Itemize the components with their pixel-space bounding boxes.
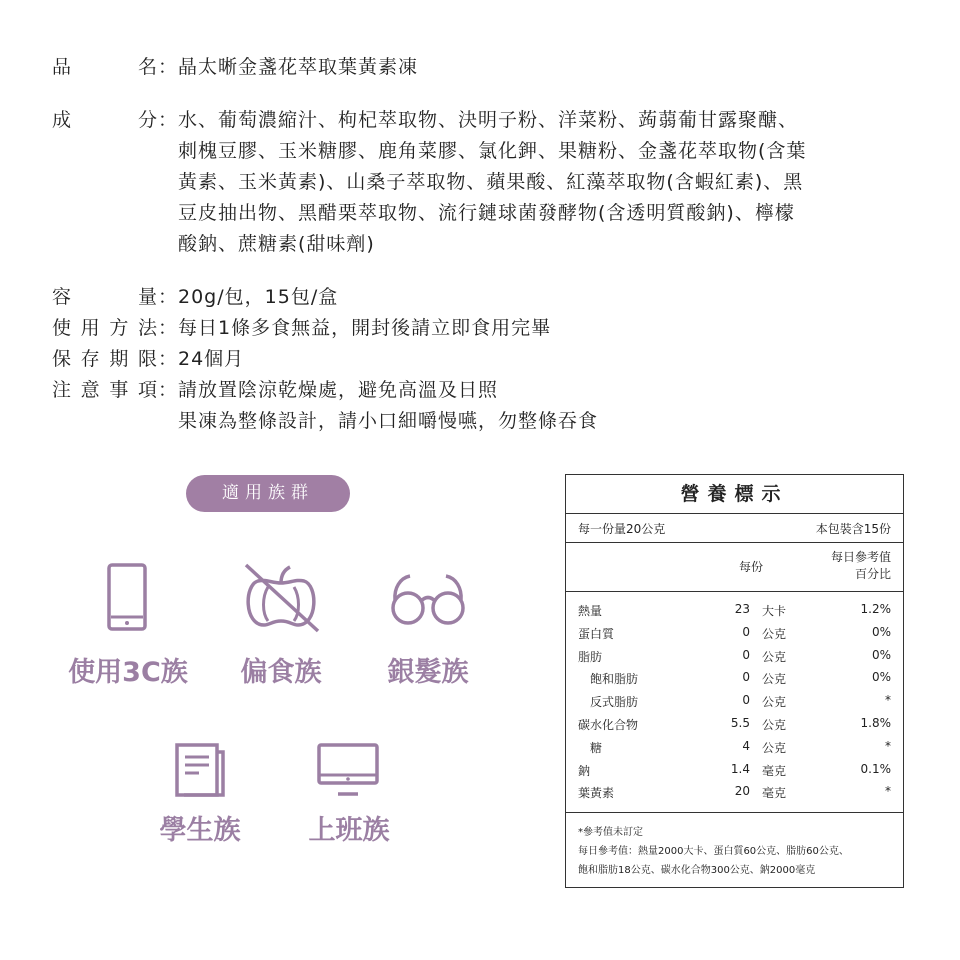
nutrient-unit: 公克 bbox=[762, 626, 787, 641]
nutrient-daily-percent: 0.1% bbox=[860, 761, 891, 776]
notes-text bbox=[178, 375, 922, 437]
shelf-life-row bbox=[52, 344, 922, 375]
nutrient-value: 5.5 bbox=[730, 715, 750, 730]
nutrient-unit: 毫克 bbox=[762, 786, 787, 801]
notes-line: 果凍為整條設計，請小口細嚼慢嚥，勿整條吞食 bbox=[178, 410, 599, 432]
product-info bbox=[52, 52, 922, 437]
nutrient-value: 1.4 bbox=[730, 761, 750, 776]
serving-size: 每一份量20公克 bbox=[578, 521, 666, 536]
nutrient-value: 23 bbox=[734, 602, 750, 616]
colon: ： bbox=[158, 379, 179, 401]
nutrient-unit: 大卡 bbox=[762, 604, 787, 618]
nutrient-name: 飽和脂肪 bbox=[590, 672, 639, 687]
nutrition-row bbox=[566, 735, 903, 758]
nutrient-unit: 公克 bbox=[762, 740, 787, 755]
nutrient-daily-percent: 1.2% bbox=[860, 602, 891, 616]
group-label-elderly: 銀髮族 bbox=[387, 657, 469, 688]
nutrition-row bbox=[566, 666, 903, 689]
notes-line: 請放置陰涼乾燥處，避免高溫及日照 bbox=[178, 379, 499, 401]
capacity-row bbox=[52, 282, 922, 313]
nutrient-daily-percent: 0% bbox=[871, 670, 891, 685]
nutrient-value: 0 bbox=[742, 647, 750, 662]
ingredients-line: 水、葡萄濃縮汁、枸杞萃取物、決明子粉、洋菜粉、蒟蒻葡甘露聚醣、 bbox=[178, 109, 799, 131]
nutrition-row bbox=[566, 598, 903, 621]
colon: ： bbox=[158, 56, 179, 78]
glasses-icon bbox=[388, 572, 468, 628]
nutrition-row bbox=[566, 780, 903, 803]
nutrition-title: 營養標示 bbox=[566, 475, 903, 514]
nutrition-header bbox=[566, 543, 903, 592]
footnote-line: 每日參考值：熱量2000大卡、蛋白質60公克、脂肪60公克、 bbox=[578, 846, 849, 857]
nutrient-daily-percent: * bbox=[885, 784, 891, 799]
nutrient-name: 反式脂肪 bbox=[590, 695, 639, 710]
monitor-icon bbox=[316, 742, 380, 798]
group-label-3c: 使用3C族 bbox=[68, 657, 188, 688]
nutrient-name: 脂肪 bbox=[578, 649, 603, 664]
shelf-life-label: 保 存 期 限 bbox=[52, 348, 158, 370]
group-label-student: 學生族 bbox=[159, 815, 241, 846]
nutrient-daily-percent: * bbox=[885, 693, 891, 708]
nutrient-unit: 毫克 bbox=[762, 763, 787, 778]
name-label: 品 名 bbox=[52, 56, 158, 78]
nutrition-footnote bbox=[566, 812, 903, 880]
smartphone-icon bbox=[107, 563, 147, 631]
ingredients-label: 成 分 bbox=[52, 109, 158, 131]
capacity-label: 容 量 bbox=[52, 286, 158, 308]
colon: ： bbox=[158, 286, 179, 308]
nutrient-value: 0 bbox=[742, 624, 750, 639]
nutrient-name: 蛋白質 bbox=[578, 626, 615, 641]
no-pumpkin-icon bbox=[240, 563, 322, 633]
colon: ： bbox=[158, 109, 179, 131]
nutrient-name: 糖 bbox=[590, 740, 603, 755]
colon: ： bbox=[158, 348, 179, 370]
nutrition-row bbox=[566, 712, 903, 735]
footnote-line: *參考值未訂定 bbox=[578, 827, 643, 838]
nutrient-value: 0 bbox=[742, 693, 750, 708]
nutrition-facts-table bbox=[565, 474, 904, 888]
colon: ： bbox=[158, 317, 179, 339]
footnote-line: 飽和脂肪18公克、碳水化合物300公克、鈉2000毫克 bbox=[578, 865, 816, 876]
ingredients-line: 酸鈉、蔗糖素(甜味劑) bbox=[178, 233, 375, 255]
ingredients-line: 刺槐豆膠、玉米糖膠、鹿角菜膠、氯化鉀、果糖粉、金盞花萃取物(含葉 bbox=[178, 140, 807, 162]
nutrient-value: 4 bbox=[742, 738, 750, 753]
group-label-office-worker: 上班族 bbox=[308, 815, 390, 846]
nutrient-name: 葉黃素 bbox=[578, 786, 615, 801]
nutrition-row bbox=[566, 644, 903, 667]
product-name: 晶太晰金盞花萃取葉黃素凍 bbox=[178, 56, 419, 78]
nutrition-rows bbox=[566, 592, 903, 803]
ingredients-text bbox=[178, 105, 922, 260]
nutrient-unit: 公克 bbox=[762, 717, 787, 732]
nutrient-value: 0 bbox=[742, 670, 750, 685]
nutrient-daily-percent: 1.8% bbox=[860, 715, 891, 730]
nutrient-daily-percent: 0% bbox=[871, 624, 891, 639]
usage-row bbox=[52, 313, 922, 344]
capacity-value: 20g/包，15包/盒 bbox=[178, 286, 339, 308]
target-groups-badge: 適用族群 bbox=[186, 475, 350, 512]
ingredients-line: 豆皮抽出物、黑醋栗萃取物、流行鏈球菌發酵物(含透明質酸鈉)、檸檬 bbox=[178, 202, 795, 224]
group-label-picky-eater: 偏食族 bbox=[240, 657, 322, 688]
nutrition-row bbox=[566, 689, 903, 712]
daily-value-header: 每日參考值 百分比 bbox=[830, 550, 891, 581]
serving-info bbox=[566, 514, 903, 543]
nutrition-row bbox=[566, 621, 903, 644]
nutrient-value: 20 bbox=[734, 784, 750, 799]
per-serving-header: 每份 bbox=[738, 560, 763, 574]
ingredients-row bbox=[52, 105, 922, 260]
notes-row bbox=[52, 375, 922, 437]
nutrient-daily-percent: 0% bbox=[871, 647, 891, 662]
nutrient-unit: 公克 bbox=[762, 649, 787, 664]
nutrient-unit: 公克 bbox=[762, 695, 787, 710]
nutrient-unit: 公克 bbox=[762, 672, 787, 687]
ingredients-line: 黃素、玉米黃素)、山桑子萃取物、蘋果酸、紅藻萃取物(含蝦紅素)、黑 bbox=[178, 171, 804, 193]
usage-label: 使 用 方 法 bbox=[52, 317, 158, 339]
nutrient-daily-percent: * bbox=[885, 738, 891, 753]
nutrient-name: 碳水化合物 bbox=[578, 717, 639, 732]
nutrient-name: 熱量 bbox=[578, 604, 603, 618]
notes-label: 注 意 事 項 bbox=[52, 379, 158, 401]
name-row bbox=[52, 52, 922, 83]
usage-value: 每日1條多食無益，開封後請立即食用完畢 bbox=[178, 317, 552, 339]
shelf-life-value: 24個月 bbox=[178, 348, 245, 370]
nutrition-row bbox=[566, 758, 903, 781]
servings-per-pack: 本包裝含15份 bbox=[815, 521, 891, 536]
book-icon bbox=[174, 742, 226, 798]
nutrient-name: 鈉 bbox=[578, 763, 591, 778]
